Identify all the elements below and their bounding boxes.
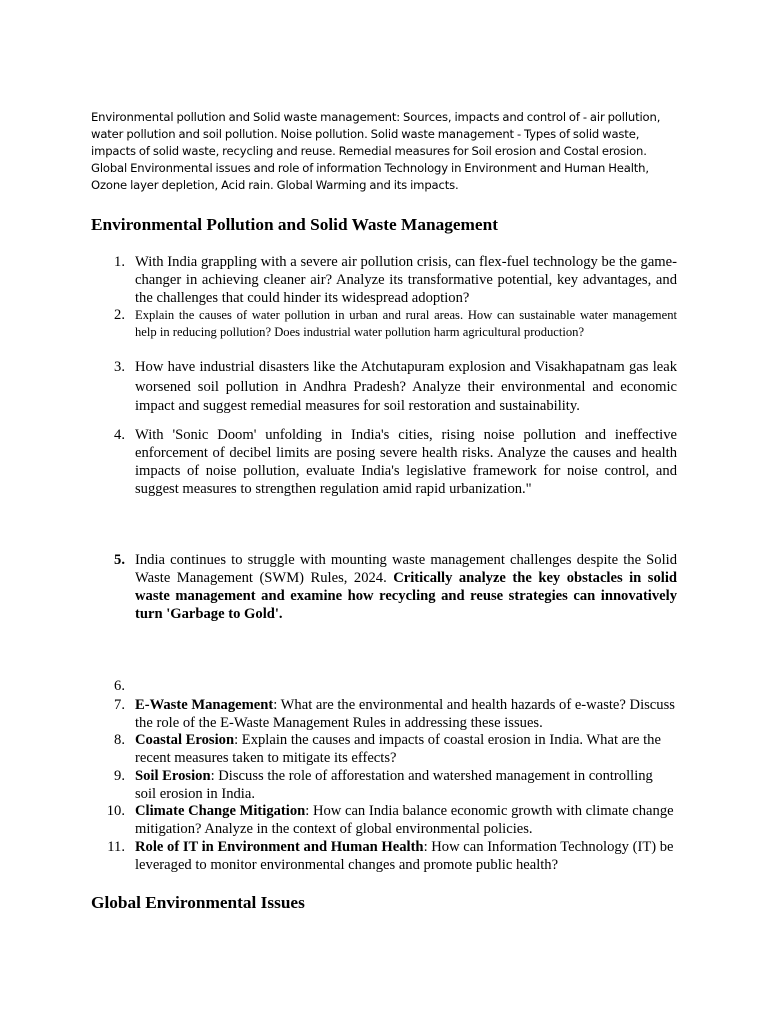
question-topic: E-Waste Management [135, 697, 274, 713]
list-item [91, 426, 677, 498]
list-number: 1. [114, 254, 125, 270]
list-item [91, 307, 677, 340]
list-item [91, 802, 677, 838]
list-item [91, 696, 677, 732]
list-item [91, 358, 677, 417]
question-text [135, 731, 677, 767]
question-plain-text: India continues to struggle with mounting waste management challenges despite the Solid Waste Management (SWM) Rules, 2024. [135, 552, 677, 586]
list-item [91, 731, 677, 767]
question-topic: Climate Change Mitigation [135, 803, 306, 819]
question-topic: Role of IT in Environment and Human Health [135, 839, 424, 855]
question-text: Explain the causes of water pollution in urban and rural areas. How can sustainable water management help in reducing pollution? Does industrial water pollution harm agricultural production? [135, 308, 677, 339]
list-number: 5. [114, 552, 125, 568]
list-item [91, 767, 677, 803]
question-text [135, 696, 677, 732]
question-text: With India grappling with a severe air pollution crisis, can flex-fuel technology be the game-changer in achieving cleaner air? Analyze its transformative potential, key advantages, and the challenges that could hinder its widespread adoption? [135, 254, 677, 306]
question-text [135, 802, 677, 838]
question-text: How have industrial disasters like the Atchutapuram explosion and Visakhapatnam gas leak worsened soil pollution in Andhra Pradesh? Analyze their environmental and economic impact and suggest remedial measures for soil restoration and sustainability. [135, 359, 677, 414]
question-bold-text: Critically analyze the key obstacles in solid waste management and examine how recycling and reuse strategies can innovatively turn 'Garbage to Gold'. [135, 570, 677, 622]
list-item [91, 838, 677, 874]
question-topic: Coastal Erosion [135, 732, 235, 748]
section-heading-pollution: Environmental Pollution and Solid Waste Management [91, 215, 498, 234]
list-number: 6. [114, 678, 125, 694]
question-plain-text: : Explain the causes and impacts of coastal erosion in India. What are the recent measures taken to mitigate its effects? [135, 732, 661, 766]
list-number: 9. [114, 768, 125, 784]
syllabus-paragraph: Environmental pollution and Solid waste management: Sources, impacts and control of - air pollution, water pollution and soil pollution. Noise pollution. Solid waste management - Types of solid waste, impacts of solid waste, recycling and reuse. Remedial measures for Soil erosion and Costal erosion. Global Environmental issues and role of information Technology in Environment and Human Health, Ozone layer depletion, Acid rain. Global Warming and its impacts. [91, 110, 661, 192]
question-text: With 'Sonic Doom' unfolding in India's cities, rising noise pollution and ineffective enforcement of decibel limits are posing severe health risks. Analyze the causes and health impacts of noise pollution, evaluate India's legislative framework for noise control, and suggest measures to strengthen regulation amid rapid urbanization." [135, 427, 677, 497]
list-number: 4. [114, 427, 125, 443]
question-plain-text: : How can Information Technology (IT) be leveraged to monitor environmental changes and promote public health? [135, 839, 674, 873]
list-number: 2. [114, 307, 125, 323]
section-heading-global: Global Environmental Issues [91, 893, 305, 912]
list-number: 10. [106, 803, 125, 819]
question-plain-text: : What are the environmental and health hazards of e-waste? Discuss the role of the E-Waste Management Rules in addressing these issues. [135, 697, 675, 731]
question-plain-text: : Discuss the role of afforestation and watershed management in controlling soil erosion in India. [135, 768, 653, 802]
question-plain-text: : How can India balance economic growth with climate change mitigation? Analyze in the context of global environmental policies. [135, 803, 674, 837]
list-item [91, 551, 677, 623]
question-text [135, 551, 677, 623]
list-number: 7. [114, 697, 125, 713]
question-text [135, 838, 677, 874]
list-number: 3. [114, 359, 125, 375]
question-text [135, 767, 677, 803]
list-item [91, 253, 677, 307]
question-topic: Soil Erosion [135, 768, 211, 784]
list-number: 8. [114, 732, 125, 748]
list-number: 11. [107, 839, 125, 855]
